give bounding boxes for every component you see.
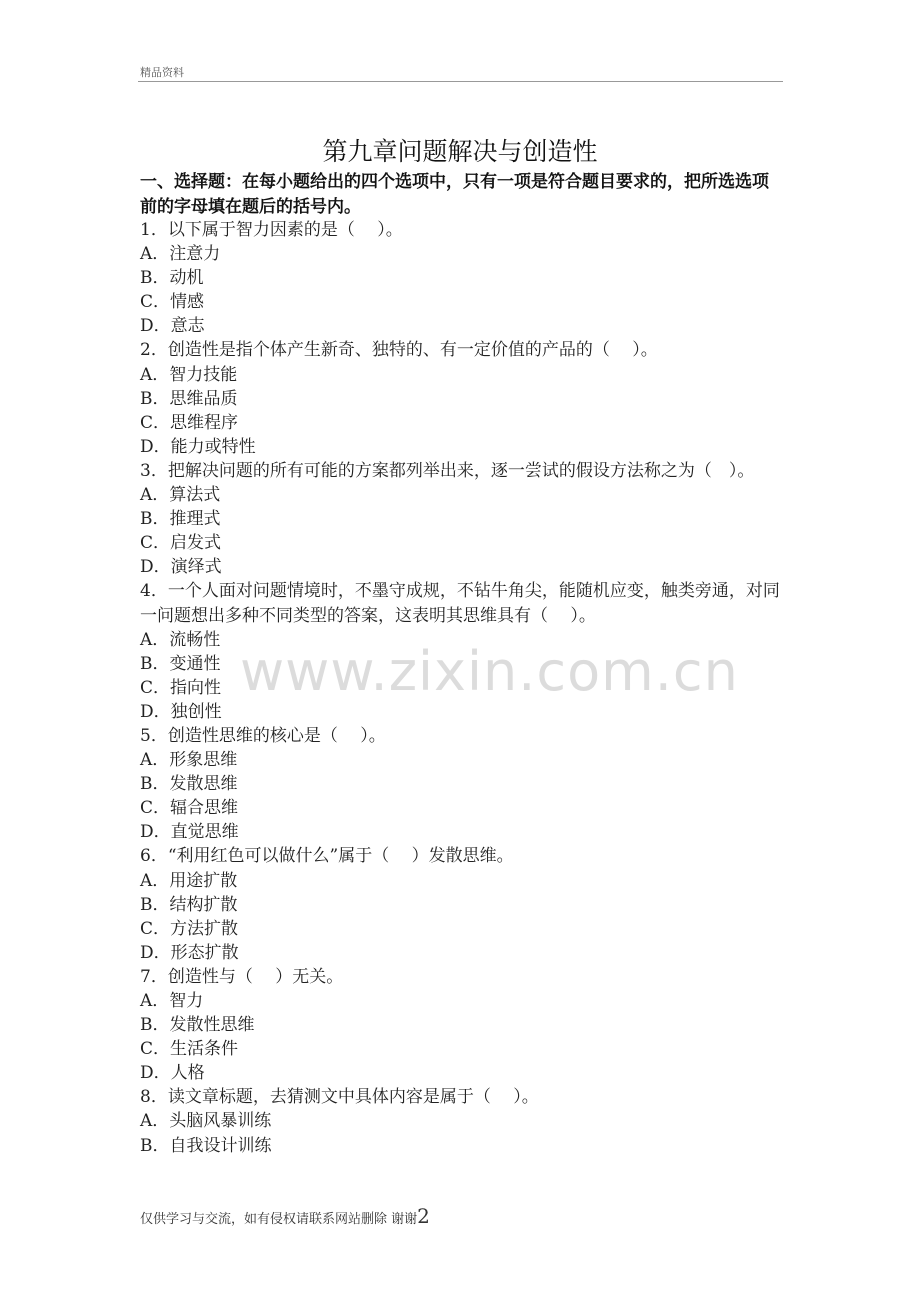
option-b: B．发散性思维 [140, 1015, 255, 1036]
question-text: 4．一个人面对问题情境时，不墨守成规，不钻牛角尖，能随机应变，触类旁通，对同一问题想出多种不同类型的答案，这表明其思维具有（ ）。 [140, 581, 780, 626]
option-a: A．智力 [140, 991, 204, 1011]
question-7 [140, 965, 785, 1085]
option-a: A．算法式 [140, 485, 221, 506]
option-a: A．注意力 [140, 244, 221, 265]
question-6 [140, 844, 785, 964]
option-d: D．直觉思维 [140, 822, 239, 843]
option-b: B．动机 [140, 268, 204, 289]
question-list [140, 218, 785, 1158]
question-4 [140, 579, 785, 724]
option-a: A．流畅性 [140, 629, 221, 650]
option-d: D．演绎式 [140, 557, 222, 578]
option-b: B．自我设计训练 [140, 1135, 272, 1156]
option-c: C．方法扩散 [140, 918, 239, 939]
question-3 [140, 459, 785, 579]
page-title: 第九章问题解决与创造性 [322, 137, 598, 166]
header-divider [138, 81, 783, 82]
option-c: C．情感 [140, 292, 205, 313]
option-a: A．智力技能 [140, 364, 238, 385]
page-footer [140, 1204, 430, 1228]
option-a: A．形象思维 [140, 750, 238, 771]
question-8 [140, 1085, 785, 1157]
question-5 [140, 724, 785, 844]
footer-text: 仅供学习与交流，如有侵权请联系网站删除 谢谢 [140, 1212, 418, 1227]
option-b: B．发散思维 [140, 774, 238, 795]
question-text: 7．创造性与（ ）无关。 [140, 966, 344, 987]
option-d: D．独创性 [140, 701, 222, 722]
option-c: C．生活条件 [140, 1039, 239, 1060]
question-text: 5．创造性思维的核心是（ ）。 [140, 725, 386, 746]
question-text: 8．读文章标题，去猜测文中具体内容是属于（ ）。 [140, 1087, 539, 1108]
header-label: 精品资料 [140, 66, 184, 79]
option-b: B．变通性 [140, 653, 221, 674]
option-a: A．用途扩散 [140, 870, 238, 891]
option-d: D．人格 [140, 1063, 205, 1084]
question-text: 3．把解决问题的所有可能的方案都列举出来，逐一尝试的假设方法称之为（ ）。 [140, 460, 755, 481]
option-c: C．思维程序 [140, 412, 239, 433]
option-b: B．结构扩散 [140, 894, 238, 915]
option-d: D．意志 [140, 316, 205, 337]
question-1 [140, 218, 785, 338]
page-number: 2 [417, 1204, 430, 1228]
option-a: A．头脑风暴训练 [140, 1111, 272, 1132]
question-2 [140, 338, 785, 458]
option-b: B．思维品质 [140, 388, 238, 409]
option-b: B．推理式 [140, 509, 221, 530]
option-d: D．形态扩散 [140, 942, 239, 963]
question-text: 1．以下属于智力因素的是（ ）。 [140, 220, 403, 240]
question-text: 6．“利用红色可以做什么”属于（ ）发散思维。 [140, 846, 514, 867]
option-d: D．能力或特性 [140, 436, 256, 457]
option-c: C．辐合思维 [140, 798, 239, 819]
question-text: 2．创造性是指个体产生新奇、独特的、有一定价值的产品的（ ）。 [140, 340, 658, 361]
section-instructions: 一、选择题：在每小题给出的四个选项中，只有一项是符合题目要求的，把所选选项前的字母填在题后的括号内。 [140, 172, 769, 217]
option-c: C．指向性 [140, 677, 222, 698]
option-c: C．启发式 [140, 533, 222, 554]
watermark: www.zixin.com.cn [240, 640, 739, 703]
